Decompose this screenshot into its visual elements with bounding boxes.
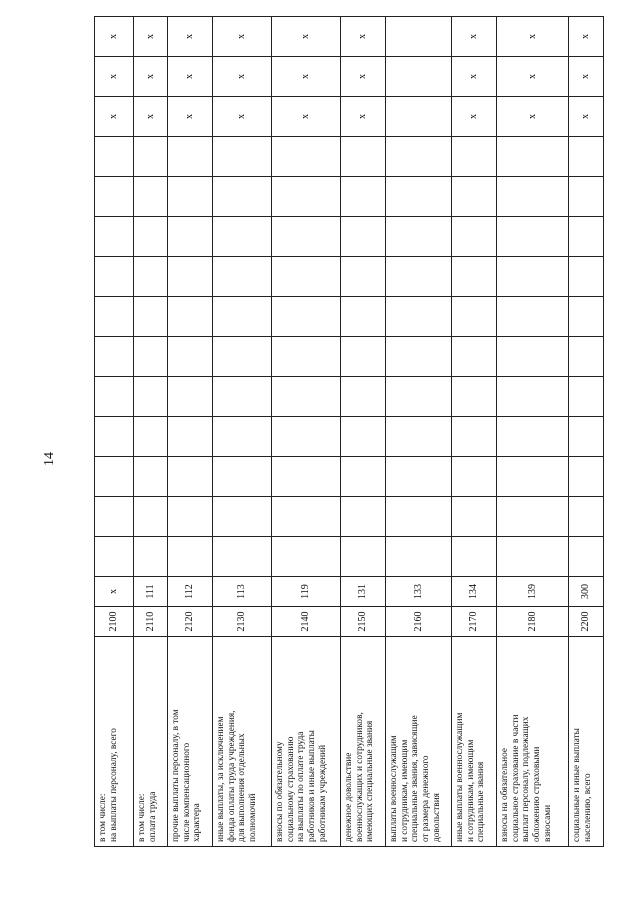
table-row (134, 17, 168, 847)
value-cell (452, 497, 497, 537)
value-cell (497, 537, 569, 577)
value-cell (452, 297, 497, 337)
row-name-line: денежное довольствие (344, 752, 354, 842)
row-name-line: взносы на обязательное (500, 748, 510, 842)
row-name-cell (168, 637, 213, 847)
table-row (213, 17, 272, 847)
row-name-line: характера (192, 803, 203, 842)
x-mark-cell: x (497, 57, 569, 97)
value-cell (134, 377, 168, 417)
value-cell (386, 457, 452, 497)
table-row (272, 17, 341, 847)
value-cell (168, 177, 213, 217)
value-cell (134, 337, 168, 377)
x-mark-cell: x (95, 17, 134, 57)
value-cell (168, 297, 213, 337)
value-cell (168, 257, 213, 297)
value-cell (134, 297, 168, 337)
value-cell (452, 177, 497, 217)
table-row (452, 17, 497, 847)
row-name-line: социальные и иные выплаты (572, 728, 582, 842)
row-name-cell (272, 637, 341, 847)
value-cell (341, 137, 386, 177)
row-code-cell: 2150 (341, 607, 386, 637)
row-name-cell (497, 637, 569, 847)
value-cell (452, 137, 497, 177)
row-code-cell: 2180 (497, 607, 569, 637)
value-cell (168, 537, 213, 577)
value-cell (386, 337, 452, 377)
x-mark-cell: x (497, 17, 569, 57)
value-cell (134, 177, 168, 217)
x-mark-cell: x (134, 57, 168, 97)
value-cell (497, 497, 569, 537)
row-name-cell (95, 637, 134, 847)
x-mark-cell: x (341, 97, 386, 137)
x-mark-cell: x (168, 17, 213, 57)
value-cell (386, 377, 452, 417)
value-cell (134, 497, 168, 537)
row-name-line: и сотрудникам, имеющим (465, 739, 476, 842)
value-cell (272, 537, 341, 577)
row-name-line: иные выплаты военнослужащим (455, 712, 465, 842)
x-mark-cell: x (95, 97, 134, 137)
table-container (94, 34, 593, 847)
x-mark-cell: x (272, 57, 341, 97)
row-name-line: взносы по обязательному (275, 741, 285, 842)
value-cell (497, 297, 569, 337)
value-cell (386, 137, 452, 177)
x-mark-cell: x (272, 97, 341, 137)
row-name-line: оплата труда (147, 791, 158, 842)
value-cell (341, 337, 386, 377)
row-code2-cell: x (95, 577, 134, 607)
value-cell (168, 137, 213, 177)
row-name-line: от размера денежного (421, 755, 432, 842)
table-row (168, 17, 213, 847)
value-cell (95, 417, 134, 457)
row-name-line: прочие выплаты персоналу, в том (171, 709, 181, 842)
x-mark-cell: x (134, 17, 168, 57)
page-number: 14 (42, 452, 57, 466)
value-cell (386, 257, 452, 297)
value-cell (452, 537, 497, 577)
x-mark-cell: x (452, 17, 497, 57)
value-cell (272, 217, 341, 257)
value-cell (452, 457, 497, 497)
row-code-cell: 2140 (272, 607, 341, 637)
x-mark-cell: x (341, 57, 386, 97)
value-cell (497, 137, 569, 177)
x-mark-cell: x (452, 57, 497, 97)
row-name-cell (134, 637, 168, 847)
row-name-line: в том числе: (137, 793, 147, 842)
value-cell (213, 257, 272, 297)
value-cell (386, 417, 452, 457)
value-cell (497, 337, 569, 377)
value-cell (168, 217, 213, 257)
x-mark-cell: x (213, 57, 272, 97)
row-code2-cell: 300 (569, 577, 604, 607)
value-cell (569, 217, 604, 257)
value-cell (569, 297, 604, 337)
x-mark-cell: x (213, 97, 272, 137)
row-code2-cell: 139 (497, 577, 569, 607)
row-code-cell: 2120 (168, 607, 213, 637)
value-cell (134, 217, 168, 257)
value-cell (341, 217, 386, 257)
value-cell (386, 497, 452, 537)
value-cell (213, 377, 272, 417)
row-name-line: работникам учреждений (317, 744, 328, 842)
row-code-cell: 2110 (134, 607, 168, 637)
value-cell (272, 377, 341, 417)
row-name-line: полномочий (248, 793, 259, 842)
value-cell (134, 457, 168, 497)
row-name-cell (341, 637, 386, 847)
row-name-cell (386, 637, 452, 847)
row-code2-cell: 111 (134, 577, 168, 607)
row-name-cell (569, 637, 604, 847)
value-cell (497, 217, 569, 257)
value-cell (386, 177, 452, 217)
value-cell (134, 137, 168, 177)
value-cell (95, 497, 134, 537)
value-cell (341, 177, 386, 217)
value-cell (213, 337, 272, 377)
x-mark-cell: x (569, 57, 604, 97)
row-name-line: работников и иные выплаты (307, 730, 318, 842)
table-row (386, 17, 452, 847)
value-cell (386, 297, 452, 337)
row-code-cell: 2200 (569, 607, 604, 637)
x-mark-cell: x (213, 17, 272, 57)
value-cell (272, 457, 341, 497)
x-mark-cell: x (497, 97, 569, 137)
value-cell (213, 217, 272, 257)
value-cell (213, 177, 272, 217)
value-cell (341, 377, 386, 417)
value-cell (272, 337, 341, 377)
value-cell (341, 297, 386, 337)
value-cell (168, 337, 213, 377)
x-mark-cell (386, 57, 452, 97)
x-mark-cell: x (341, 17, 386, 57)
value-cell (497, 177, 569, 217)
row-name-line: на выплаты персоналу, всего (108, 728, 119, 842)
value-cell (341, 497, 386, 537)
value-cell (168, 497, 213, 537)
row-code2-cell: 133 (386, 577, 452, 607)
table-row (497, 17, 569, 847)
x-mark-cell: x (168, 57, 213, 97)
row-code2-cell: 113 (213, 577, 272, 607)
row-name-line: иные выплаты, за исключением (216, 716, 226, 842)
value-cell (168, 417, 213, 457)
value-cell (452, 337, 497, 377)
value-cell (569, 497, 604, 537)
value-cell (386, 537, 452, 577)
value-cell (134, 537, 168, 577)
row-name-cell (213, 637, 272, 847)
row-code2-cell: 134 (452, 577, 497, 607)
value-cell (569, 537, 604, 577)
value-cell (569, 257, 604, 297)
row-code-cell: 2130 (213, 607, 272, 637)
row-name-cell (452, 637, 497, 847)
table-row (95, 17, 134, 847)
value-cell (497, 377, 569, 417)
value-cell (569, 177, 604, 217)
row-code2-cell: 119 (272, 577, 341, 607)
value-cell (272, 417, 341, 457)
value-cell (452, 417, 497, 457)
value-cell (213, 537, 272, 577)
value-cell (386, 217, 452, 257)
value-cell (213, 497, 272, 537)
row-code-cell: 2170 (452, 607, 497, 637)
value-cell (134, 257, 168, 297)
x-mark-cell: x (569, 17, 604, 57)
value-cell (341, 537, 386, 577)
value-cell (272, 297, 341, 337)
value-cell (569, 377, 604, 417)
value-cell (272, 137, 341, 177)
row-name-line: социальное страхование в части (510, 714, 521, 842)
row-code2-cell: 112 (168, 577, 213, 607)
value-cell (272, 177, 341, 217)
value-cell (213, 417, 272, 457)
value-cell (213, 457, 272, 497)
value-cell (272, 497, 341, 537)
table-row (341, 17, 386, 847)
value-cell (452, 377, 497, 417)
row-name-line: числе компенсационного (181, 742, 192, 842)
row-code-cell: 2100 (95, 607, 134, 637)
row-name-line: имеющих специальные звания (365, 720, 376, 842)
row-name-line: специальные звания, зависящие (410, 715, 421, 842)
row-name-line: на выплаты по оплате труда (296, 731, 307, 842)
row-name-line: довольствия (431, 793, 442, 842)
value-cell (95, 137, 134, 177)
x-mark-cell: x (452, 97, 497, 137)
row-name-line: специальные звания (476, 761, 487, 842)
row-name-line: выплат персоналу, подлежащих (521, 716, 532, 842)
row-name-line: населению, всего (582, 773, 593, 842)
value-cell (95, 257, 134, 297)
row-name-line: выплаты военнослужащим (389, 735, 399, 842)
value-cell (95, 457, 134, 497)
value-cell (95, 537, 134, 577)
financial-plan-table (94, 16, 604, 847)
value-cell (168, 377, 213, 417)
x-mark-cell: x (272, 17, 341, 57)
value-cell (569, 457, 604, 497)
value-cell (569, 417, 604, 457)
value-cell (497, 417, 569, 457)
table-row (569, 17, 604, 847)
value-cell (452, 217, 497, 257)
row-name-line: военнослужащих и сотрудников, (354, 712, 365, 842)
value-cell (168, 457, 213, 497)
value-cell (95, 377, 134, 417)
row-name-line: и сотрудникам, имеющим (399, 739, 410, 842)
value-cell (95, 217, 134, 257)
value-cell (213, 297, 272, 337)
value-cell (213, 137, 272, 177)
row-name-line: социальному страхованию (285, 736, 296, 842)
value-cell (569, 137, 604, 177)
x-mark-cell: x (569, 97, 604, 137)
value-cell (95, 297, 134, 337)
row-code2-cell: 131 (341, 577, 386, 607)
row-code-cell: 2160 (386, 607, 452, 637)
value-cell (95, 337, 134, 377)
x-mark-cell: x (95, 57, 134, 97)
row-name-line: обложению страховыми (532, 746, 543, 842)
value-cell (341, 257, 386, 297)
value-cell (569, 337, 604, 377)
value-cell (497, 257, 569, 297)
value-cell (134, 417, 168, 457)
value-cell (341, 457, 386, 497)
value-cell (95, 177, 134, 217)
value-cell (497, 457, 569, 497)
value-cell (341, 417, 386, 457)
row-name-line: фонда оплаты труда учреждения, (226, 710, 237, 842)
x-mark-cell: x (168, 97, 213, 137)
row-name-line: для выполнения отдельных (237, 733, 248, 842)
x-mark-cell (386, 17, 452, 57)
row-name-line: в том числе: (98, 793, 108, 842)
x-mark-cell: x (134, 97, 168, 137)
value-cell (272, 257, 341, 297)
x-mark-cell (386, 97, 452, 137)
value-cell (452, 257, 497, 297)
row-name-line: взносами (542, 804, 553, 842)
